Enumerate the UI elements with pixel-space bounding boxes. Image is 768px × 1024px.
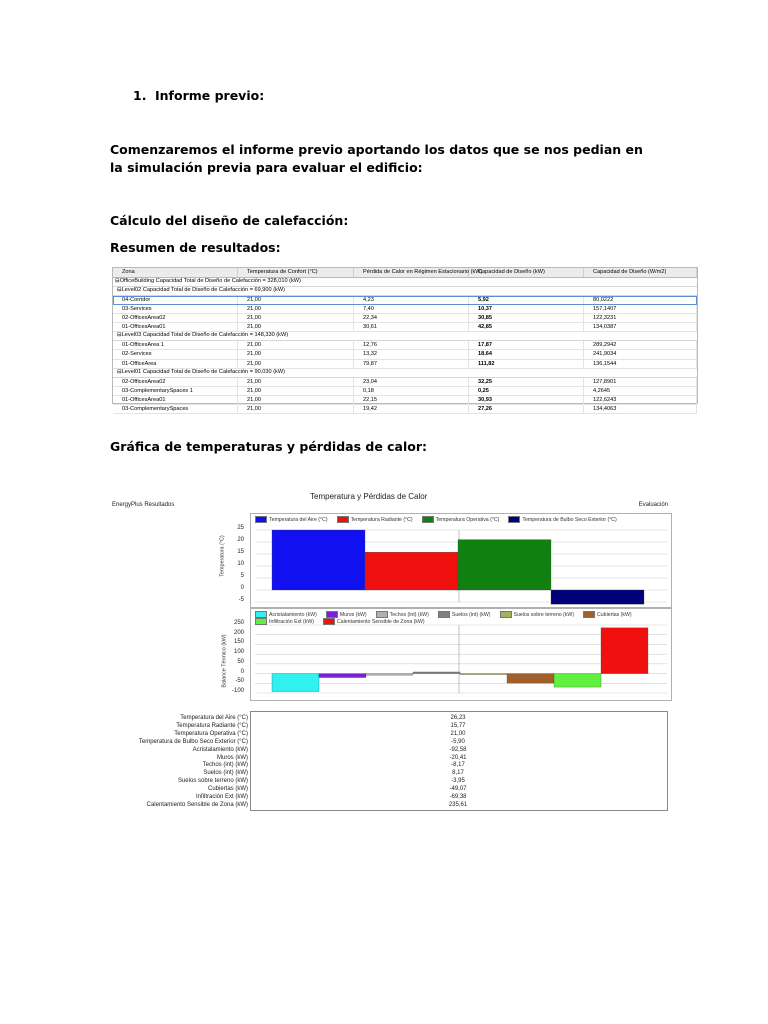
table-cell: 19,42 — [354, 405, 469, 413]
chart-bar — [601, 628, 648, 674]
legend-swatch — [438, 611, 450, 618]
report-source-label: EnergyPlus Resultados — [112, 502, 175, 508]
table-cell: 289,2942 — [584, 341, 697, 349]
legend-swatch — [422, 516, 434, 523]
chart-bar — [365, 552, 458, 590]
table-cell: 241,9034 — [584, 350, 697, 358]
value-number: 8,17 — [452, 770, 464, 777]
group-title: Level03 Capacidad Total de Diseño de Calefacción = 148,330 (kW) — [121, 332, 289, 339]
table-cell: 02-OfficesArea02 — [113, 314, 238, 322]
balance-legend — [255, 611, 667, 625]
header-cell: Capacidad de Diseño (kW) — [469, 268, 584, 277]
section-heading — [133, 88, 264, 103]
table-cell: 127,8901 — [584, 378, 697, 386]
table-cell: 4,2645 — [584, 387, 697, 395]
value-number: -5,90 — [451, 738, 465, 745]
value-number: -20,41 — [449, 754, 467, 761]
table-cell: 01-OfficesArea 1 — [113, 341, 238, 349]
tick-label: 100 — [233, 649, 244, 656]
value-label: Techos (int) (kW) — [202, 762, 248, 769]
legend-swatch — [583, 611, 595, 618]
value-label: Temperatura de Bulbo Seco Exterior (°C) — [138, 738, 248, 745]
temperature-chart — [250, 513, 672, 608]
legend-label: Temperatura de Bulbo Seco Exterior (°C) — [522, 516, 617, 523]
tick-label: 0 — [240, 668, 244, 675]
tick-label: 200 — [233, 629, 244, 636]
legend-label: Muros (kW) — [339, 611, 367, 618]
group-title: Level01 Capacidad Total de Diseño de Calefacción = 90,030 (kW) — [121, 368, 285, 375]
value-number: 15,77 — [450, 722, 466, 729]
value-label: Temperatura Radiante (°C) — [176, 722, 248, 729]
legend-item — [255, 618, 314, 625]
legend-label: Calentamiento Sensible de Zona (kW) — [336, 618, 425, 625]
balance-axis-label: Balance Térmico (kW) — [221, 634, 228, 688]
table-cell: 27,26 — [469, 405, 584, 413]
table-cell: 02-OfficesArea02 — [113, 378, 238, 386]
value-number: -92,58 — [449, 746, 467, 753]
legend-item — [337, 516, 413, 523]
tick-label: 50 — [237, 658, 244, 665]
chart-bar — [460, 674, 507, 675]
table-row[interactable] — [113, 350, 697, 359]
value-label: Temperatura del Aire (°C) — [180, 715, 248, 721]
legend-swatch — [500, 611, 512, 618]
collapse-icon[interactable]: ⊟ — [117, 368, 122, 375]
table-cell: 30,93 — [469, 396, 584, 404]
tick-label: 5 — [240, 573, 244, 579]
table-cell: 18,64 — [469, 350, 584, 358]
legend-swatch — [508, 516, 520, 523]
table-cell: 21,00 — [238, 350, 354, 358]
tick-label: -5 — [238, 597, 244, 603]
calc-heading: Cálculo del diseño de calefacción: — [110, 213, 349, 228]
table-cell: 21,00 — [238, 314, 354, 322]
value-number: 235,61 — [448, 801, 468, 808]
legend-label: Temperatura del Aire (°C) — [269, 516, 328, 523]
table-cell: 80,0222 — [584, 296, 697, 304]
table-cell: 0,25 — [469, 387, 584, 395]
table-cell: 21,00 — [238, 323, 354, 331]
legend-label: Temperatura Radiante (°C) — [350, 516, 413, 523]
legend-label: Suelos (int) (kW) — [451, 611, 491, 618]
legend-label: Temperatura Operativa (°C) — [435, 516, 500, 523]
chart-bar — [507, 674, 554, 684]
group-row[interactable] — [113, 332, 697, 341]
legend-item — [422, 516, 500, 523]
report-evaluation-label: Evaluación — [638, 502, 668, 508]
table-cell: 136,1544 — [584, 360, 697, 368]
tick-label: 250 — [233, 620, 244, 626]
table-cell: 22,15 — [354, 396, 469, 404]
chart-bar — [272, 674, 319, 692]
table-row[interactable] — [113, 323, 697, 332]
tick-label: 25 — [237, 525, 244, 531]
value-label: Temperatura Operativa (°C) — [174, 730, 248, 737]
header-cell: Temperatura de Confort (°C) — [238, 268, 354, 277]
section-number: 1. — [133, 88, 147, 103]
chart-heading: Gráfica de temperaturas y pérdidas de calor: — [110, 439, 428, 454]
legend-label: Infiltración Ext (kW) — [269, 618, 314, 625]
legend-item — [438, 611, 491, 618]
table-cell: 17,87 — [469, 341, 584, 349]
table-cell: 01-OfficesArea01 — [113, 323, 238, 331]
table-cell: 0,18 — [354, 387, 469, 395]
temperature-axis-label: Temperatura (°C) — [219, 535, 226, 577]
value-label: Suelos sobre terreno (kW) — [177, 778, 248, 785]
table-row[interactable] — [113, 396, 697, 405]
header-cell: Capacidad de Diseño (W/m2) — [584, 268, 697, 277]
legend-item — [508, 516, 616, 523]
table-cell: 03-Services — [113, 305, 238, 313]
temperature-legend — [255, 516, 667, 523]
tick-label: -100 — [231, 688, 244, 694]
table-row[interactable] — [113, 305, 697, 314]
table-cell: 22,34 — [354, 314, 469, 322]
table-row[interactable] — [113, 405, 697, 414]
legend-swatch — [376, 611, 388, 618]
legend-swatch — [255, 611, 267, 618]
building-row[interactable]: ⊟OfficeBuilding Capacidad Total de Diseño de Calefacción = 328,010 (kW) — [113, 278, 697, 287]
table-header — [113, 268, 697, 278]
value-label: Muros (kW) — [217, 754, 248, 761]
table-cell: 01-OfficesArea01 — [113, 396, 238, 404]
value-label: Cubiertas (kW) — [207, 786, 248, 793]
table-cell: 21,00 — [238, 341, 354, 349]
table-row[interactable] — [113, 341, 697, 350]
table-cell: 21,00 — [238, 305, 354, 313]
legend-item — [376, 611, 429, 618]
table-cell: 134,4063 — [584, 405, 697, 413]
table-cell: 03-ComplementarySpaces 1 — [113, 387, 238, 395]
table-cell: 111,82 — [469, 360, 584, 368]
table-cell: 122,6243 — [584, 396, 697, 404]
chart-bar — [458, 540, 551, 590]
value-label: Calentamiento Sensible de Zona (kW) — [146, 801, 248, 808]
group-title: Level02 Capacidad Total de Diseño de Calefacción = 69,900 (kW) — [121, 286, 285, 293]
summary-heading: Resumen de resultados: — [110, 240, 281, 255]
legend-swatch — [255, 618, 267, 625]
table-cell: 79,87 — [354, 360, 469, 368]
table-cell: 122,3231 — [584, 314, 697, 322]
legend-item — [500, 611, 575, 618]
collapse-icon[interactable]: ⊟ — [117, 286, 122, 293]
results-table — [112, 267, 698, 413]
tick-label: -50 — [235, 678, 244, 685]
value-number: 26,23 — [450, 715, 466, 721]
legend-label: Techos (int) (kW) — [389, 611, 429, 618]
table-body — [113, 287, 697, 414]
legend-swatch — [326, 611, 338, 618]
header-cell: Pérdida de Calor en Régimen Estacionario (kW) — [354, 268, 469, 277]
chart-bar — [554, 674, 601, 687]
balance-chart — [250, 608, 672, 701]
legend-label: Cubiertas (kW) — [597, 611, 632, 618]
value-label: Infiltración Ext (kW) — [195, 794, 248, 800]
legend-item — [323, 618, 425, 625]
table-row[interactable] — [113, 314, 697, 323]
table-cell: 13,32 — [354, 350, 469, 358]
table-row[interactable] — [113, 378, 697, 387]
table-cell: 4,23 — [354, 296, 469, 304]
table-cell: 42,85 — [469, 323, 584, 331]
tick-label: 15 — [237, 549, 244, 555]
value-number: -49,07 — [449, 786, 467, 793]
header-cell: Zona — [113, 268, 238, 277]
tick-label: 10 — [237, 561, 244, 567]
value-label: Acristalamiento (kW) — [192, 746, 248, 753]
value-number: -69,38 — [449, 794, 467, 800]
table-cell: 21,00 — [238, 378, 354, 386]
legend-label: Acristalamiento (kW) — [269, 611, 317, 618]
chart-bar — [551, 590, 644, 604]
table-cell: 04-Corridor — [113, 296, 238, 304]
chart-bar — [366, 674, 413, 676]
legend-swatch — [337, 516, 349, 523]
legend-item — [583, 611, 632, 618]
value-label: Suelos (int) (kW) — [203, 770, 248, 777]
section-title: Informe previo: — [155, 88, 265, 103]
legend-label: Suelos sobre terreno (kW) — [513, 611, 575, 618]
legend-swatch — [323, 618, 335, 625]
table-cell: 01-OfficeArea — [113, 360, 238, 368]
intro-paragraph: Comenzaremos el informe previo aportando los datos que se nos pedian en la simulación previa para evaluar el edificio: — [110, 142, 643, 175]
table-cell: 21,00 — [238, 296, 354, 304]
table-cell: 21,00 — [238, 405, 354, 413]
table-cell: 134,0387 — [584, 323, 697, 331]
legend-item — [326, 611, 367, 618]
table-cell: 21,00 — [238, 360, 354, 368]
chart-bar — [272, 530, 365, 590]
value-number: -8,17 — [451, 762, 465, 769]
tick-label: 0 — [240, 585, 244, 591]
chart-title: Temperatura y Pérdidas de Calor — [310, 492, 428, 501]
table-cell: 02-Services — [113, 350, 238, 358]
table-cell: 23,04 — [354, 378, 469, 386]
table-cell: 21,00 — [238, 387, 354, 395]
tick-label: 20 — [237, 537, 244, 543]
legend-swatch — [255, 516, 267, 523]
table-cell: 03-ComplementarySpaces — [113, 405, 238, 413]
energyplus-report — [110, 488, 670, 818]
collapse-icon[interactable]: ⊟ — [117, 332, 122, 339]
table-row[interactable] — [113, 360, 697, 369]
tick-label: 150 — [233, 639, 244, 646]
chart-bar — [319, 674, 366, 678]
table-cell: 21,00 — [238, 396, 354, 404]
table-cell: 10,37 — [469, 305, 584, 313]
table-cell: 7,40 — [354, 305, 469, 313]
table-cell: 30,61 — [354, 323, 469, 331]
value-number: -3,95 — [451, 778, 465, 785]
table-row[interactable] — [113, 387, 697, 396]
chart-bar — [413, 672, 460, 674]
table-row[interactable] — [113, 296, 697, 305]
collapse-icon[interactable]: ⊟ — [115, 278, 120, 284]
table-cell: 32,25 — [469, 378, 584, 386]
legend-item — [255, 516, 328, 523]
legend-item — [255, 611, 317, 618]
table-cell: 12,76 — [354, 341, 469, 349]
group-row[interactable] — [113, 287, 697, 296]
temperature-plot — [251, 514, 671, 607]
table-cell: 5,92 — [469, 296, 584, 304]
table-cell: 30,85 — [469, 314, 584, 322]
table-cell: 157,1407 — [584, 305, 697, 313]
group-row[interactable] — [113, 369, 697, 378]
value-number: 21,00 — [450, 730, 466, 737]
